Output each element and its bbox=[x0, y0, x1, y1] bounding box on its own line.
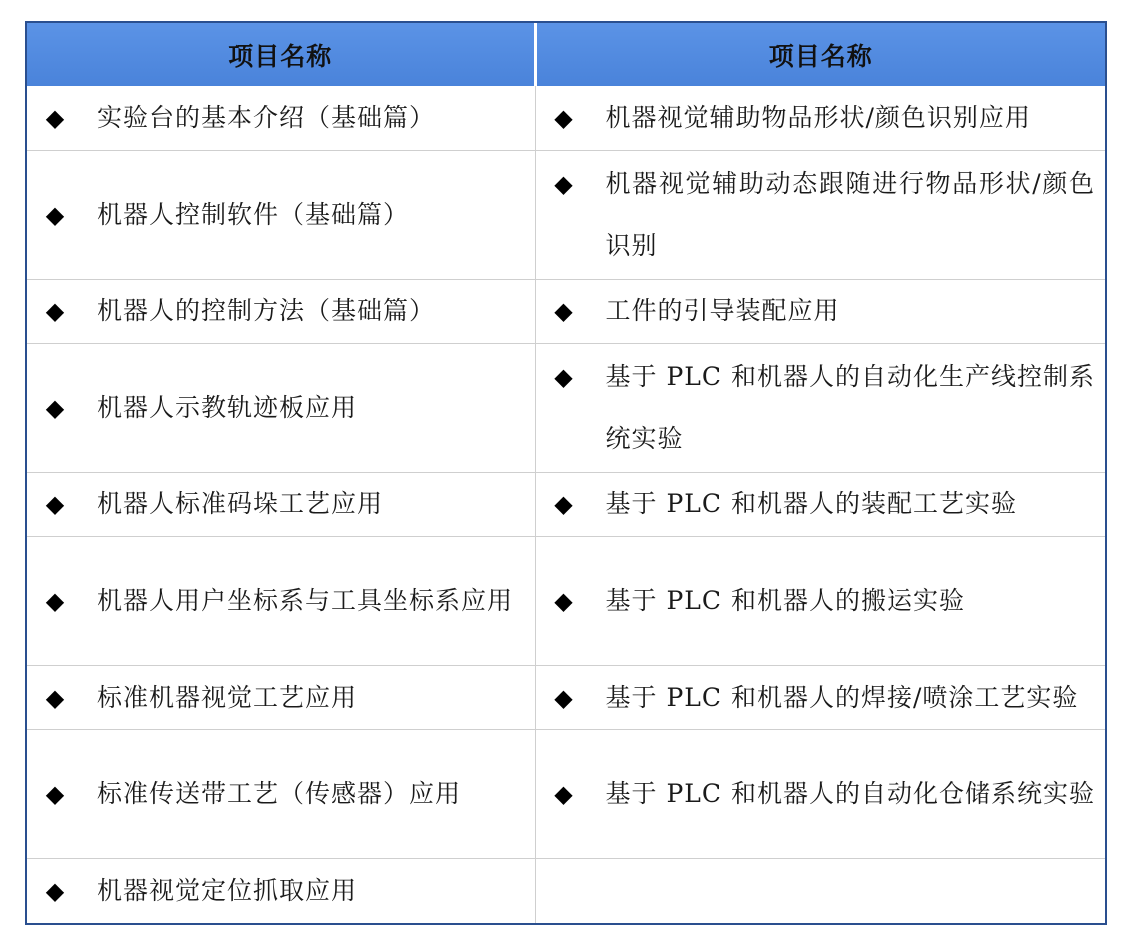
table-cell bbox=[27, 537, 535, 665]
table-cell bbox=[535, 665, 1105, 730]
column-header-left: 项目名称 bbox=[27, 23, 535, 86]
table-row bbox=[27, 86, 1105, 151]
table-cell bbox=[27, 858, 535, 923]
item-text: 机器视觉辅助动态跟随进行物品形状/颜色识别 bbox=[605, 168, 1095, 260]
table-cell bbox=[535, 279, 1105, 344]
item-text: 机器人用户坐标系与工具坐标系应用 bbox=[97, 586, 514, 615]
table-row bbox=[27, 665, 1105, 730]
diamond-bullet-icon: ◆ bbox=[45, 683, 65, 712]
diamond-bullet-icon: ◆ bbox=[554, 780, 573, 809]
table-cell bbox=[535, 86, 1105, 151]
table-cell bbox=[27, 279, 535, 344]
item-text: 实验台的基本介绍（基础篇） bbox=[97, 103, 436, 133]
table-cell bbox=[535, 472, 1105, 537]
diamond-bullet-icon: ◆ bbox=[554, 169, 573, 198]
table-row bbox=[27, 472, 1105, 537]
item-text: 机器人控制软件（基础篇） bbox=[97, 199, 410, 229]
table-cell bbox=[27, 151, 535, 279]
item-text: 机器人示教轨迹板应用 bbox=[97, 392, 358, 422]
item-text: 机器视觉辅助物品形状/颜色识别应用 bbox=[605, 103, 1031, 133]
table-row bbox=[27, 858, 1105, 923]
diamond-bullet-icon: ◆ bbox=[45, 104, 65, 133]
diamond-bullet-icon: ◆ bbox=[45, 587, 65, 615]
diamond-bullet-icon: ◆ bbox=[554, 362, 573, 391]
table-row bbox=[27, 279, 1105, 344]
column-header-right: 项目名称 bbox=[535, 23, 1105, 86]
table-cell bbox=[27, 730, 535, 858]
table-row bbox=[27, 151, 1105, 279]
diamond-bullet-icon: ◆ bbox=[554, 297, 573, 326]
project-table bbox=[27, 23, 1105, 923]
diamond-bullet-icon: ◆ bbox=[45, 490, 65, 519]
item-text: 基于 PLC 和机器人的焊接/喷涂工艺实验 bbox=[605, 682, 1079, 712]
table-row bbox=[27, 344, 1105, 472]
table-cell bbox=[27, 344, 535, 472]
diamond-bullet-icon: ◆ bbox=[45, 780, 65, 809]
item-text: 机器视觉定位抓取应用 bbox=[97, 875, 358, 905]
diamond-bullet-icon: ◆ bbox=[45, 393, 65, 422]
item-text: 机器人的控制方法（基础篇） bbox=[97, 296, 436, 326]
diamond-bullet-icon: ◆ bbox=[554, 104, 573, 133]
diamond-bullet-icon: ◆ bbox=[554, 587, 573, 615]
item-text: 机器人标准码垛工艺应用 bbox=[97, 489, 384, 519]
item-text: 基于 PLC 和机器人的自动化生产线控制系统实验 bbox=[605, 361, 1095, 453]
item-text: 工件的引导装配应用 bbox=[605, 296, 840, 326]
table-cell bbox=[535, 344, 1105, 472]
diamond-bullet-icon: ◆ bbox=[45, 297, 65, 326]
project-table-frame bbox=[25, 21, 1107, 925]
diamond-bullet-icon: ◆ bbox=[554, 683, 573, 712]
table-cell bbox=[27, 665, 535, 730]
diamond-bullet-icon: ◆ bbox=[45, 876, 65, 905]
item-text: 基于 PLC 和机器人的装配工艺实验 bbox=[605, 489, 1017, 519]
table-row bbox=[27, 730, 1105, 858]
diamond-bullet-icon: ◆ bbox=[45, 200, 65, 229]
item-text: 标准传送带工艺（传感器）应用 bbox=[97, 779, 462, 809]
item-text: 基于 PLC 和机器人的自动化仓储系统实验 bbox=[605, 779, 1095, 809]
empty-table-cell bbox=[535, 858, 1105, 923]
table-cell bbox=[535, 151, 1105, 279]
table-cell bbox=[535, 730, 1105, 858]
item-text: 基于 PLC 和机器人的搬运实验 bbox=[605, 586, 965, 615]
item-text: 标准机器视觉工艺应用 bbox=[97, 682, 358, 712]
table-cell bbox=[27, 86, 535, 151]
table-row bbox=[27, 537, 1105, 665]
table-cell bbox=[535, 537, 1105, 665]
table-header-row bbox=[27, 23, 1105, 86]
diamond-bullet-icon: ◆ bbox=[554, 490, 573, 519]
table-cell bbox=[27, 472, 535, 537]
